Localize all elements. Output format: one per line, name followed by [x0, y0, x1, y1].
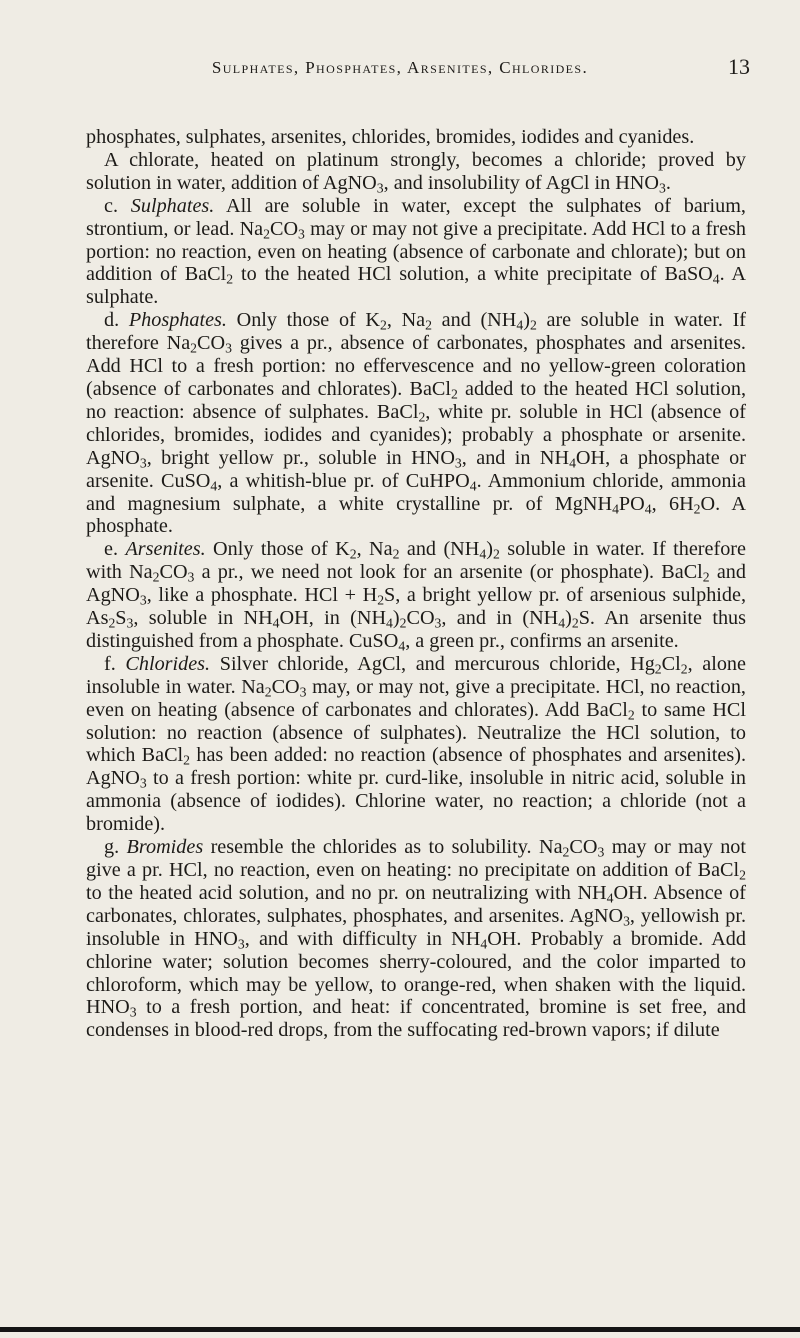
subscript: 3	[299, 684, 307, 700]
text-run: and (NH	[399, 538, 480, 561]
text-run: phosphates, sulphates, arsenites, chlorides, bromides, iodides and cyanides.	[86, 126, 695, 148]
paragraph-phosphates	[86, 309, 746, 538]
subscript: 3	[126, 615, 134, 631]
subscript: 2	[450, 386, 458, 402]
text-run: Only those of K	[205, 538, 350, 561]
subscript: 4	[398, 638, 406, 654]
text-run: may or may not give a precipitate. Add HCl to a fresh portion: no reaction, even on heating (absence of carbonate and chlorate); but on addition of BaCl	[86, 217, 746, 286]
subscript: 4	[480, 936, 488, 952]
subscript: 2	[392, 546, 400, 562]
text-run: Only those of K	[226, 309, 380, 332]
section-heading: Sulphates.	[130, 194, 215, 217]
text-run: OH. Absence of carbonates, chlorates, sulphates, phosphates, and arsenites. AgNO	[86, 881, 746, 927]
text-run: has been added: no reaction (absence of phosphates and arsenites). AgNO	[86, 744, 746, 790]
subscript: 4	[479, 546, 487, 562]
subscript: 4	[469, 478, 477, 494]
subscript: 2	[739, 867, 746, 883]
text-run: , a whitish-blue pr. of CuHPO	[217, 469, 470, 492]
subscript: 4	[558, 615, 566, 631]
text-run: and AgNO	[86, 561, 746, 607]
text-run: CO	[197, 332, 226, 355]
text-run: , like a phosphate. HCl + H	[146, 584, 378, 607]
text-run: OH. Probably a bromide. Add chlorine water; solution becomes sherry-coloured, and the color imparted to chloroform, which may be yellow, to orange-red, when shaken with the liquid. HNO	[86, 927, 746, 1019]
subscript: 4	[612, 500, 619, 516]
paragraph-chlorate-test	[86, 149, 746, 195]
text-run: CO	[159, 561, 188, 584]
text-run: OH, in (NH	[279, 607, 387, 630]
text-run: Cl	[661, 652, 681, 675]
subscript: 2	[654, 661, 662, 677]
text-run: OH, a phosphate or arsenite. CuSO	[86, 446, 746, 492]
subscript: 2	[108, 615, 116, 631]
text-run: gives a pr., absence of carbonates, phosphates and arsenites. Add HCl to a fresh portion: no effervescence and no yellow-green coloration (absence of carbonates and chlorates). BaCl	[86, 332, 746, 400]
text-run: , Na	[386, 309, 426, 332]
text-run: d.	[104, 309, 129, 332]
text-run: S	[115, 607, 127, 630]
text-run: )	[486, 538, 493, 561]
text-run: Silver chloride, AgCl, and mercurous chloride, Hg	[210, 652, 655, 675]
text-run: f.	[104, 652, 126, 675]
text-run: are soluble in water. If therefore Na	[86, 309, 747, 355]
paragraph-bromides	[86, 836, 746, 1042]
subscript: 3	[187, 569, 195, 585]
paragraph-chlorides	[86, 653, 746, 836]
subscript: 2	[627, 707, 635, 723]
text-run: S. An arsenite thus distinguished from a phosphate. CuSO	[86, 607, 746, 652]
subscript: 3	[434, 615, 442, 631]
text-run: added to the heated HCl solution, no reaction: absence of sulphates. BaCl	[86, 377, 746, 423]
text-run: may, or may not, give a precipitate. HCl, no reaction, even on heating (absence of carbonates and chlorates). Add BaCl	[86, 675, 746, 721]
subscript: 4	[712, 271, 720, 287]
subscript: 2	[492, 546, 500, 562]
text-run: )	[523, 309, 530, 332]
paragraph-sulphates	[86, 195, 746, 310]
subscript: 3	[139, 455, 147, 471]
body-text	[86, 126, 746, 1042]
text-run: , alone insoluble in water. Na	[86, 652, 746, 698]
text-run: PO	[618, 492, 645, 515]
text-run: )	[565, 607, 572, 630]
subscript: 2	[264, 684, 272, 700]
bottom-rule	[0, 1327, 800, 1332]
subscript: 3	[454, 455, 462, 471]
subscript: 3	[139, 592, 147, 608]
running-title: Sulphates, Phosphates, Arsenites, Chlorides.	[211, 58, 589, 77]
text-run: A chlorate, heated on platinum strongly, becomes a chloride; proved by solution in water, addition of AgNO	[86, 148, 746, 194]
subscript: 2	[399, 615, 407, 631]
section-heading: Bromides	[126, 836, 204, 859]
subscript: 4	[210, 478, 218, 494]
subscript: 3	[376, 180, 384, 196]
text-run: , white pr. soluble in HCl (absence of chlorides, bromides, iodides and cyanides); probably a phosphate or arsenite. AgNO	[86, 400, 746, 469]
subscript: 2	[562, 844, 570, 860]
subscript: 2	[425, 317, 432, 333]
text-run: to a fresh portion, and heat: if concentrated, bromine is set free, and condenses in blood-red drops, from the suffocating red-brown vapors; if dilute	[86, 996, 746, 1042]
text-run: soluble in water. If therefore with Na	[86, 538, 746, 584]
subscript: 2	[190, 340, 198, 356]
text-run: , 6H	[651, 492, 694, 515]
section-heading: Chlorides.	[125, 652, 211, 675]
subscript: 2	[571, 615, 579, 631]
subscript: 2	[693, 500, 701, 516]
subscript: 3	[129, 1004, 137, 1020]
text-run: , soluble in NH	[133, 607, 273, 630]
subscript: 4	[569, 455, 576, 471]
text-run: , bright yellow pr., soluble in HNO	[146, 446, 455, 469]
page-number: 13	[728, 54, 750, 79]
subscript: 3	[597, 844, 605, 860]
text-run: , and insolubility of AgCl in HNO	[383, 171, 659, 194]
text-run: , and in (NH	[441, 607, 559, 630]
text-run: S, a bright yellow pr. of arsenious sulphide, As	[86, 584, 747, 630]
text-run: , Na	[356, 538, 393, 561]
subscript: 3	[658, 180, 666, 196]
paragraph-arsenites	[86, 538, 746, 653]
text-run: to a fresh portion: white pr. curd-like, insoluble in nitric acid, soluble in ammonia (absence of iodides). Chlorine water, no reaction; a chloride (not a bromide).	[86, 767, 746, 836]
subscript: 2	[152, 569, 160, 585]
text-run: . Ammonium chloride, ammonia and magnesium sulphate, a white crystalline pr. of MgNH	[86, 469, 746, 515]
subscript: 3	[298, 226, 305, 242]
text-run: . A sulphate.	[86, 263, 747, 309]
text-run: O. A phosphate.	[86, 492, 746, 538]
subscript: 2	[529, 317, 537, 333]
subscript: 2	[226, 271, 234, 287]
text-run: may or may not give a pr. HCl, no reaction, even on heating: no precipitate on addition of BaCl	[86, 836, 747, 881]
text-run: g.	[104, 836, 127, 859]
text-run: to the heated acid solution, and no pr. on neutralizing with NH	[86, 881, 607, 904]
text-run: .	[665, 171, 671, 194]
paragraph-continuation	[86, 126, 746, 149]
subscript: 4	[644, 500, 652, 516]
subscript: 2	[702, 569, 710, 585]
subscript: 4	[386, 615, 393, 631]
subscript: 2	[680, 661, 688, 677]
text-run: to same HCl solution: no reaction (absence of sulphates). Neutralize the HCl solution, to which BaCl	[86, 698, 746, 767]
text-run: , a green pr., confirms an arsenite.	[405, 629, 679, 652]
text-run: CO	[271, 675, 300, 698]
text-run: CO	[270, 217, 299, 240]
subscript: 3	[623, 913, 630, 929]
subscript: 3	[139, 775, 147, 791]
subscript: 4	[272, 615, 280, 631]
subscript: 2	[380, 317, 387, 333]
text-run: , and in NH	[461, 446, 570, 469]
section-heading: Arsenites.	[125, 538, 206, 561]
text-run: CO	[406, 607, 435, 630]
text-run: and (NH	[431, 309, 517, 332]
text-run: c.	[104, 194, 131, 217]
subscript: 4	[516, 317, 524, 333]
text-run: , yellowish pr. insoluble in HNO	[86, 904, 746, 950]
section-heading: Phosphates.	[128, 309, 227, 332]
subscript: 3	[225, 340, 232, 356]
subscript: 4	[606, 890, 614, 906]
subscript: 2	[263, 226, 270, 242]
text-run: resemble the chlorides as to solubility. Na	[203, 836, 563, 859]
subscript: 3	[237, 936, 245, 952]
text-run: a pr., we need not look for an arsenite (or phosphate). BaCl	[194, 561, 703, 584]
subscript: 2	[183, 752, 191, 768]
text-run: , and with difficulty in NH	[244, 927, 481, 950]
subscript: 2	[418, 409, 426, 425]
text-run: e.	[104, 538, 126, 561]
text-run: CO	[569, 836, 598, 859]
subscript: 2	[349, 546, 357, 562]
subscript: 2	[377, 592, 385, 608]
text-run: )	[392, 607, 400, 630]
text-run: to the heated HCl solution, a white precipitate of BaSO	[233, 263, 713, 286]
text-run: All are soluble in water, except the sulphates of barium, strontium, or lead. Na	[86, 194, 746, 240]
